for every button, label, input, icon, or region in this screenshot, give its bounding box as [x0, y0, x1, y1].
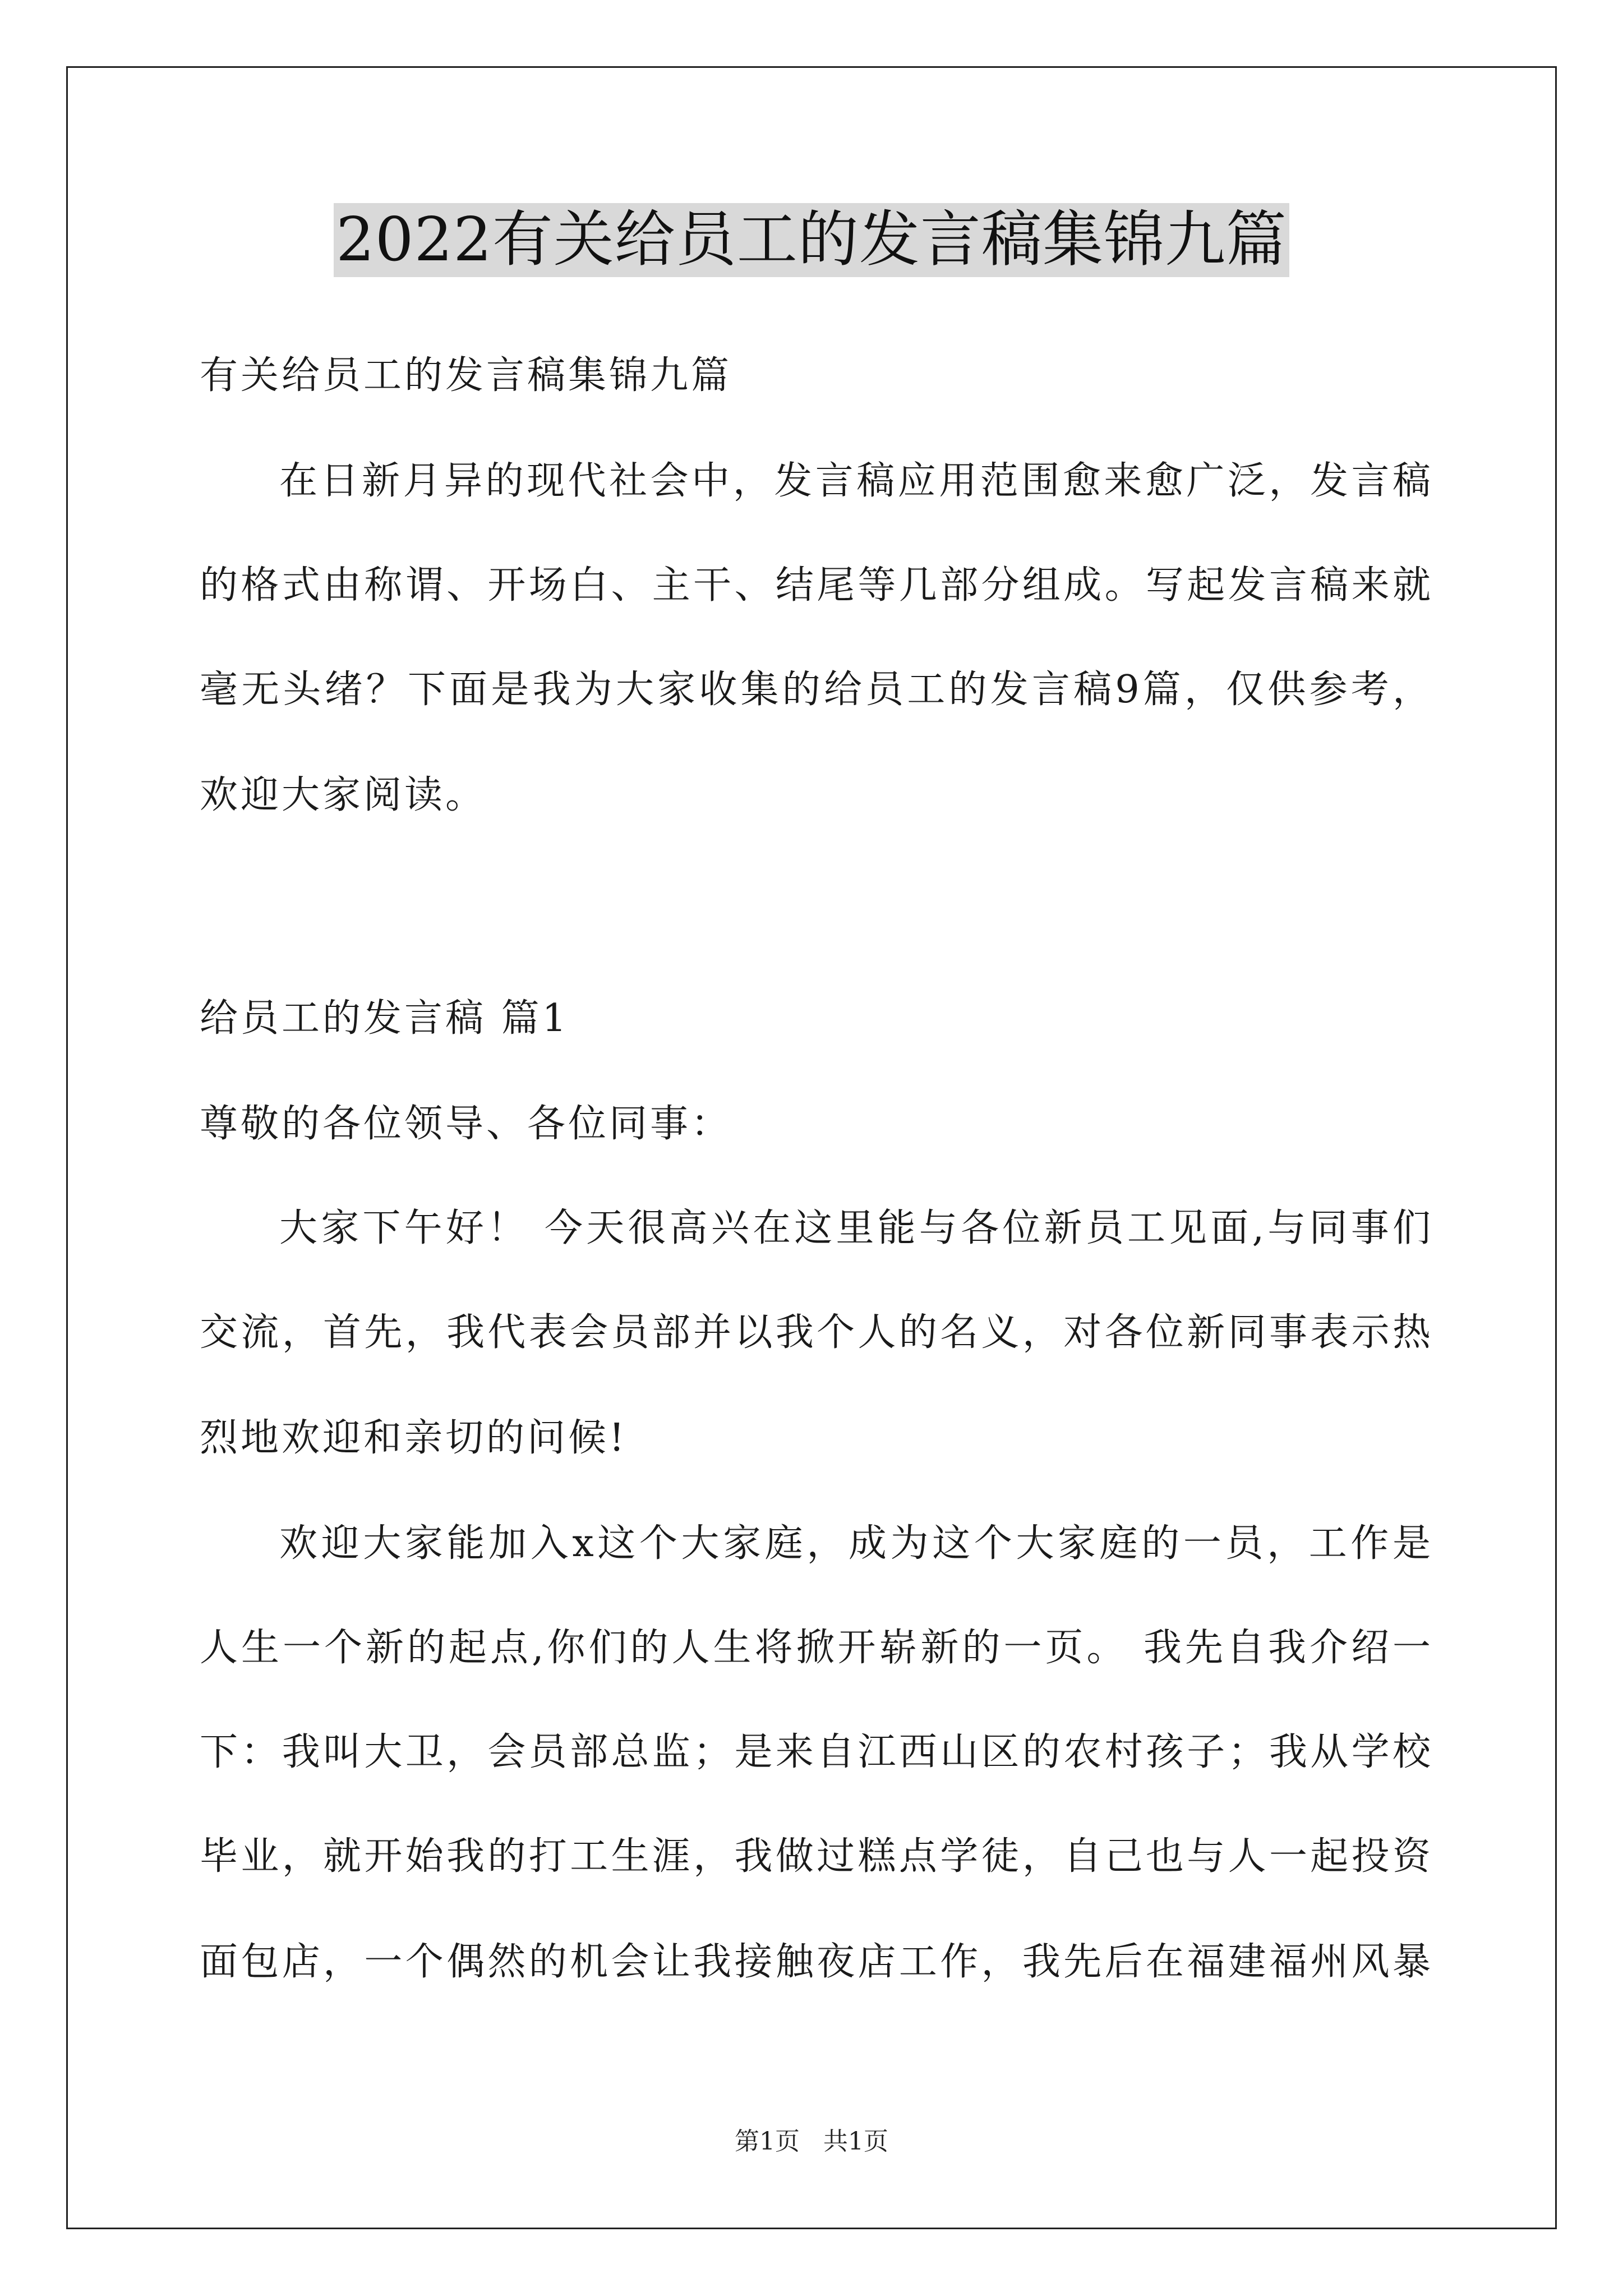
intro-line-2: 的格式由称谓、开场白、主干、结尾等几部分组成。写起发言稿来就 [200, 563, 1433, 608]
para2-line-4: 毕业，就开始我的打工生涯，我做过糕点学徒，自己也与人一起投资 [200, 1834, 1433, 1879]
document-title: 2022有关给员工的发言稿集锦九篇 [334, 203, 1289, 277]
title-wrap [0, 203, 1623, 277]
para1-line-3: 烈地欢迎和亲切的问候! [200, 1416, 628, 1460]
page-total: 共1页 [823, 2127, 888, 2156]
page-number: 第1页 [735, 2127, 800, 2156]
para1-line-1: 大家下午好！ 今天很高兴在这里能与各位新员工见面,与同事们 [279, 1206, 1433, 1250]
section-heading: 给员工的发言稿 篇1 [200, 996, 569, 1041]
para1-line-2: 交流，首先，我代表会员部并以我个人的名义，对各位新同事表示热 [200, 1310, 1433, 1355]
intro-line-1: 在日新月异的现代社会中，发言稿应用范围愈来愈广泛，发言稿 [279, 459, 1433, 503]
para2-line-2: 人生一个新的起点,你们的人生将掀开崭新的一页。 我先自我介绍一 [200, 1626, 1433, 1670]
para2-line-1: 欢迎大家能加入x这个大家庭，成为这个大家庭的一员，工作是 [279, 1521, 1433, 1566]
page-footer [0, 2126, 1623, 2157]
intro-line-4: 欢迎大家阅读。 [200, 773, 487, 817]
salutation: 尊敬的各位领导、各位同事： [200, 1102, 732, 1146]
para2-line-3: 下：我叫大卫，会员部总监；是来自江西山区的农村孩子；我从学校 [200, 1730, 1433, 1774]
para2-line-5: 面包店，一个偶然的机会让我接触夜店工作，我先后在福建福州风暴 [200, 1940, 1433, 1984]
subtitle: 有关给员工的发言稿集锦九篇 [200, 353, 732, 398]
intro-line-3: 毫无头绪？下面是我为大家收集的给员工的发言稿9篇，仅供参考， [200, 668, 1433, 712]
